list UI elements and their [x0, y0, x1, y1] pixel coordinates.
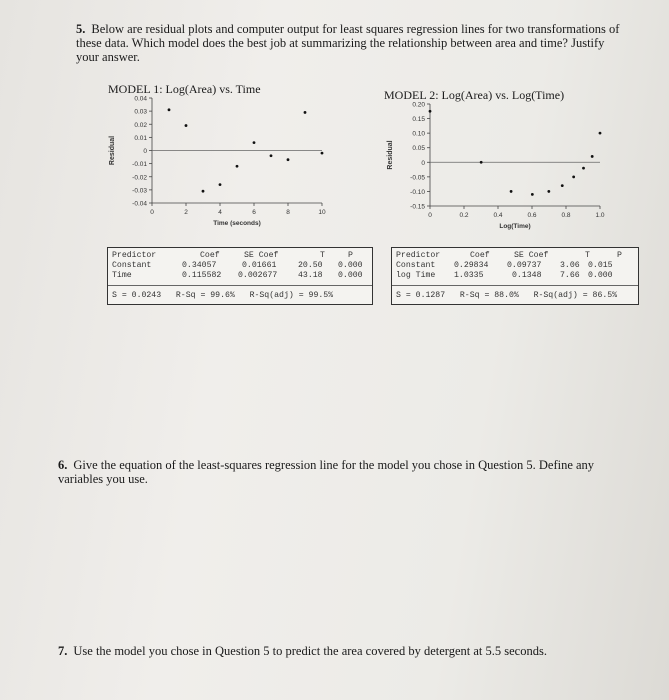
model-1-row-time-t: 43.18 [298, 271, 323, 280]
model-1-row-time-predictor: Time [112, 271, 132, 280]
model-1-x-tick-label: 8 [286, 209, 290, 216]
model-1-y-tick-label: -0.02 [132, 174, 147, 182]
model-1-residual-point [304, 111, 307, 114]
model-2-residual-point [547, 190, 550, 193]
model-2-row-logtime-coef: 1.0335 [454, 271, 484, 280]
model-2-y-tick-label: 0.10 [412, 130, 425, 138]
model-2-y-tick-label: -0.15 [410, 203, 425, 211]
model-2-residual-point [572, 175, 575, 178]
model-1-x-tick-label: 10 [318, 209, 326, 216]
question-5-text: Below are residual plots and computer output for least squares regression lines for two transformations of these data. Which model does the best job at summarizing the relationship between area and time? Justify your answer. [76, 22, 620, 64]
model-2-y-tick-label: 0.05 [412, 145, 425, 153]
model-2-row-logtime-se: 0.1348 [512, 271, 542, 280]
model-1-residual-point [185, 124, 188, 127]
model-2-y-tick-label: 0 [421, 159, 425, 167]
model-2-header-se-coef: SE Coef [514, 251, 549, 260]
model-1-residual-plot [100, 92, 340, 227]
model-2-row-logtime-p: 0.000 [588, 271, 613, 280]
question-7 [58, 644, 638, 658]
model-1-residual-point [219, 183, 222, 186]
question-5-number: 5. [76, 22, 86, 36]
model-2-x-tick-label: 1.0 [595, 212, 605, 219]
model-2-row-logtime-t: 7.66 [560, 271, 580, 280]
model-1-residual-point [168, 108, 171, 111]
question-5 [76, 22, 621, 64]
model-1-y-tick-label: 0.01 [134, 134, 147, 142]
model-1-residual-point [202, 190, 205, 193]
question-6-text: Give the equation of the least-squares regression line for the model you chose in Question 5. Define any variables you use. [58, 458, 595, 486]
model-2-residual-point [582, 167, 585, 170]
model-1-row-constant-coef: 0.34057 [182, 261, 217, 270]
model-1-residual-point [236, 165, 239, 168]
model-1-x-axis-label: Time (seconds) [213, 220, 261, 227]
model-2-header-p: P [617, 251, 622, 260]
model-1-x-tick-label: 2 [184, 209, 188, 216]
model-2-row-constant-predictor: Constant [396, 261, 436, 270]
model-1-row-time-p: 0.000 [338, 271, 363, 280]
model-1-header-predictor: Predictor [112, 251, 157, 260]
model-2-x-tick-label: 0.2 [459, 212, 469, 219]
model-2-x-tick-label: 0.6 [527, 212, 537, 219]
model-1-residual-point [270, 154, 273, 157]
model-1-divider [108, 285, 372, 286]
model-2-row-constant-se: 0.09737 [507, 261, 542, 270]
model-1-header-p: P [348, 251, 353, 260]
model-1-header-coef: Coef [200, 251, 220, 260]
model-2-output-box [391, 247, 639, 305]
model-2-residual-plot [378, 98, 618, 230]
model-1-y-axis-label: Residual [109, 135, 116, 166]
question-6-number: 6. [58, 458, 68, 472]
model-2-y-tick-label: -0.05 [410, 174, 425, 182]
model-1-header-se-coef: SE Coef [244, 251, 279, 260]
model-2-row-constant-p: 0.015 [588, 261, 613, 270]
model-1-title: MODEL 1: Log(Area) vs. Time [108, 82, 261, 96]
model-1-header-t: T [320, 251, 325, 260]
model-1-output-box [107, 247, 373, 305]
model-1-y-tick-label: 0.03 [134, 108, 147, 116]
model-2-row-constant-coef: 0.29834 [454, 261, 489, 270]
model-1-y-tick-label: 0 [143, 148, 147, 155]
model-2-row-logtime-predictor: log Time [396, 271, 436, 280]
model-2-residual-point [591, 155, 594, 158]
model-2-residual-point [480, 161, 483, 164]
model-2-x-tick-label: 0 [428, 212, 432, 219]
model-2-x-tick-label: 0.8 [561, 212, 571, 219]
model-1-residual-point [253, 141, 256, 144]
model-2-residual-point [599, 132, 602, 135]
model-1-y-tick-label: 0.02 [134, 121, 147, 129]
model-2-y-tick-label: 0.20 [412, 101, 425, 109]
model-1-row-constant-p: 0.000 [338, 261, 363, 270]
model-1-row-time-se: 0.002677 [238, 271, 278, 280]
model-2-y-tick-label: -0.10 [410, 188, 425, 196]
model-2-header-predictor: Predictor [396, 251, 441, 260]
model-2-residual-point [429, 110, 432, 113]
model-2-divider [392, 285, 638, 286]
model-1-row-constant-predictor: Constant [112, 261, 152, 270]
model-2-row-constant-t: 3.06 [560, 261, 580, 270]
model-2-summary: S = 0.1287 R-Sq = 88.0% R-Sq(adj) = 86.5% [396, 291, 618, 300]
model-1-row-constant-se: 0.01661 [242, 261, 277, 270]
model-2-x-axis-label: Log(Time) [499, 223, 531, 230]
model-1-row-time-coef: 0.115582 [182, 271, 222, 280]
model-2-title: MODEL 2: Log(Area) vs. Log(Time) [384, 88, 565, 102]
model-2-residual-point [561, 184, 564, 187]
model-1-y-tick-label: 0.04 [134, 95, 147, 103]
model-2-header-t: T [585, 251, 590, 260]
model-1-y-tick-label: -0.01 [132, 161, 147, 169]
question-6 [58, 458, 638, 486]
model-2-y-tick-label: 0.15 [412, 116, 425, 124]
model-2-y-axis-label: Residual [387, 140, 394, 170]
model-1-summary: S = 0.0243 R-Sq = 99.6% R-Sq(adj) = 99.5% [112, 291, 334, 300]
model-1-x-tick-label: 4 [218, 209, 222, 216]
model-2-x-tick-label: 0.4 [493, 212, 503, 219]
model-2-header-coef: Coef [470, 251, 490, 260]
model-1-x-tick-label: 6 [252, 209, 256, 216]
model-2-residual-point [531, 193, 534, 196]
model-1-y-tick-label: -0.04 [132, 200, 147, 208]
question-7-number: 7. [58, 644, 68, 658]
model-1-residual-point [321, 152, 324, 155]
question-7-text: Use the model you chose in Question 5 to predict the area covered by detergent at 5.5 seconds. [73, 644, 547, 658]
model-1-residual-point [287, 158, 290, 161]
model-1-y-tick-label: -0.03 [132, 187, 147, 195]
model-1-row-constant-t: 20.50 [298, 261, 323, 270]
model-1-x-tick-label: 0 [150, 209, 154, 216]
model-2-residual-point [510, 190, 513, 193]
